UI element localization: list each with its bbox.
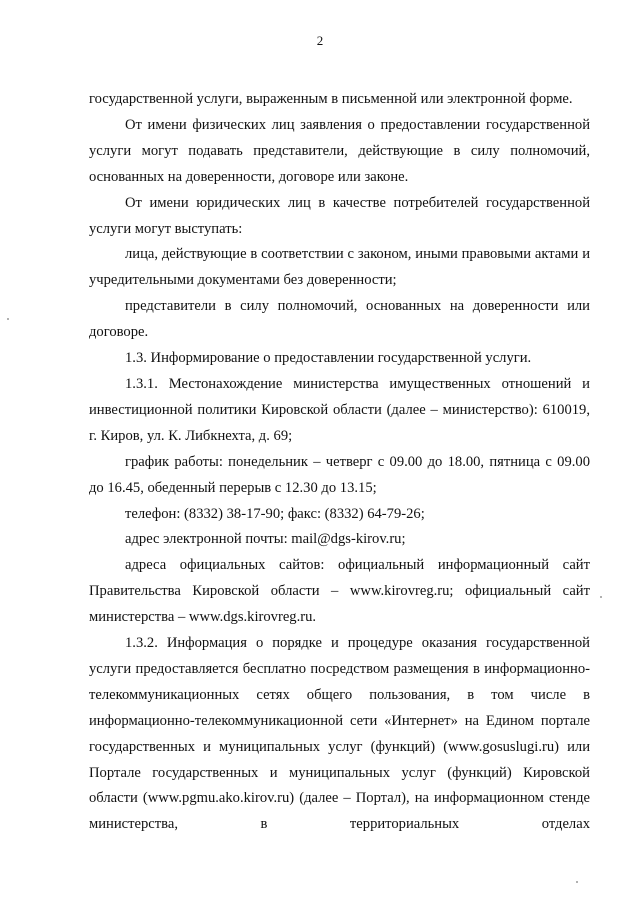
- paragraph-websites: адреса официальных сайтов: официальный информационный сайт Правительства Кировской области – www.kirovreg.ru; официальный сайт министерства – www.dgs.kirovreg.ru.: [89, 557, 590, 626]
- paragraph-legal-entities: От имени юридических лиц в качестве потребителей государственной услуги могут выступать:: [89, 194, 590, 237]
- paragraph-work-schedule: график работы: понедельник – четверг с 09.00 до 18.00, пятница с 09.00 до 16.45, обеденный перерыв с 12.30 до 13.15;: [89, 453, 590, 496]
- paragraph-representatives: представители в силу полномочий, основанных на доверенности или договоре.: [89, 298, 590, 341]
- paragraph-continuation: государственной услуги, выраженным в письменной или электронной форме.: [89, 91, 573, 107]
- paragraph-1-3-1-location: 1.3.1. Местонахождение министерства имущественных отношений и инвестиционной политики Кировской области (далее – министерство): 610019, г. Киров, ул. К. Либкнехта, д. 69;: [89, 375, 590, 444]
- page-number: 2: [316, 33, 324, 48]
- scan-speck: [600, 596, 602, 598]
- paragraph-1-3-2-information: 1.3.2. Информация о порядке и процедуре оказания государственной услуги предоставляется бесплатно посредством размещения в информационно-телекоммуникационных сетях общего пользования, в том числе в информационно-телекоммуникационной сети «Интернет» на Едином портале государственных и муниципальных услуг (функций) (www.gosuslugi.ru) или Портале государственных и муниципальных услуг (функций) Кировской области (www.pgmu.ako.kirov.ru) (далее – Портал), на информационном стенде министерства, в территориальных отделах: [89, 635, 590, 833]
- paragraph-persons-without-power-of-attorney: лица, действующие в соответствии с законом, иными правовыми актами и учредительными документами без доверенности;: [89, 246, 590, 289]
- paragraph-email: адрес электронной почты: mail@dgs-kirov.ru;: [125, 531, 406, 548]
- section-heading-1-3: 1.3. Информирование о предоставлении государственной услуги.: [125, 350, 532, 367]
- scan-speck: [7, 318, 9, 320]
- document-body: [89, 87, 590, 838]
- paragraph-phone-fax: телефон: (8332) 38-17-90; факс: (8332) 64-79-26;: [125, 505, 425, 522]
- scan-speck: [576, 881, 578, 883]
- paragraph-individuals-representatives: От имени физических лиц заявления о предоставлении государственной услуги могут подавать представители, действующие в силу полномочий, основанных на доверенности, договоре или законе.: [89, 116, 590, 185]
